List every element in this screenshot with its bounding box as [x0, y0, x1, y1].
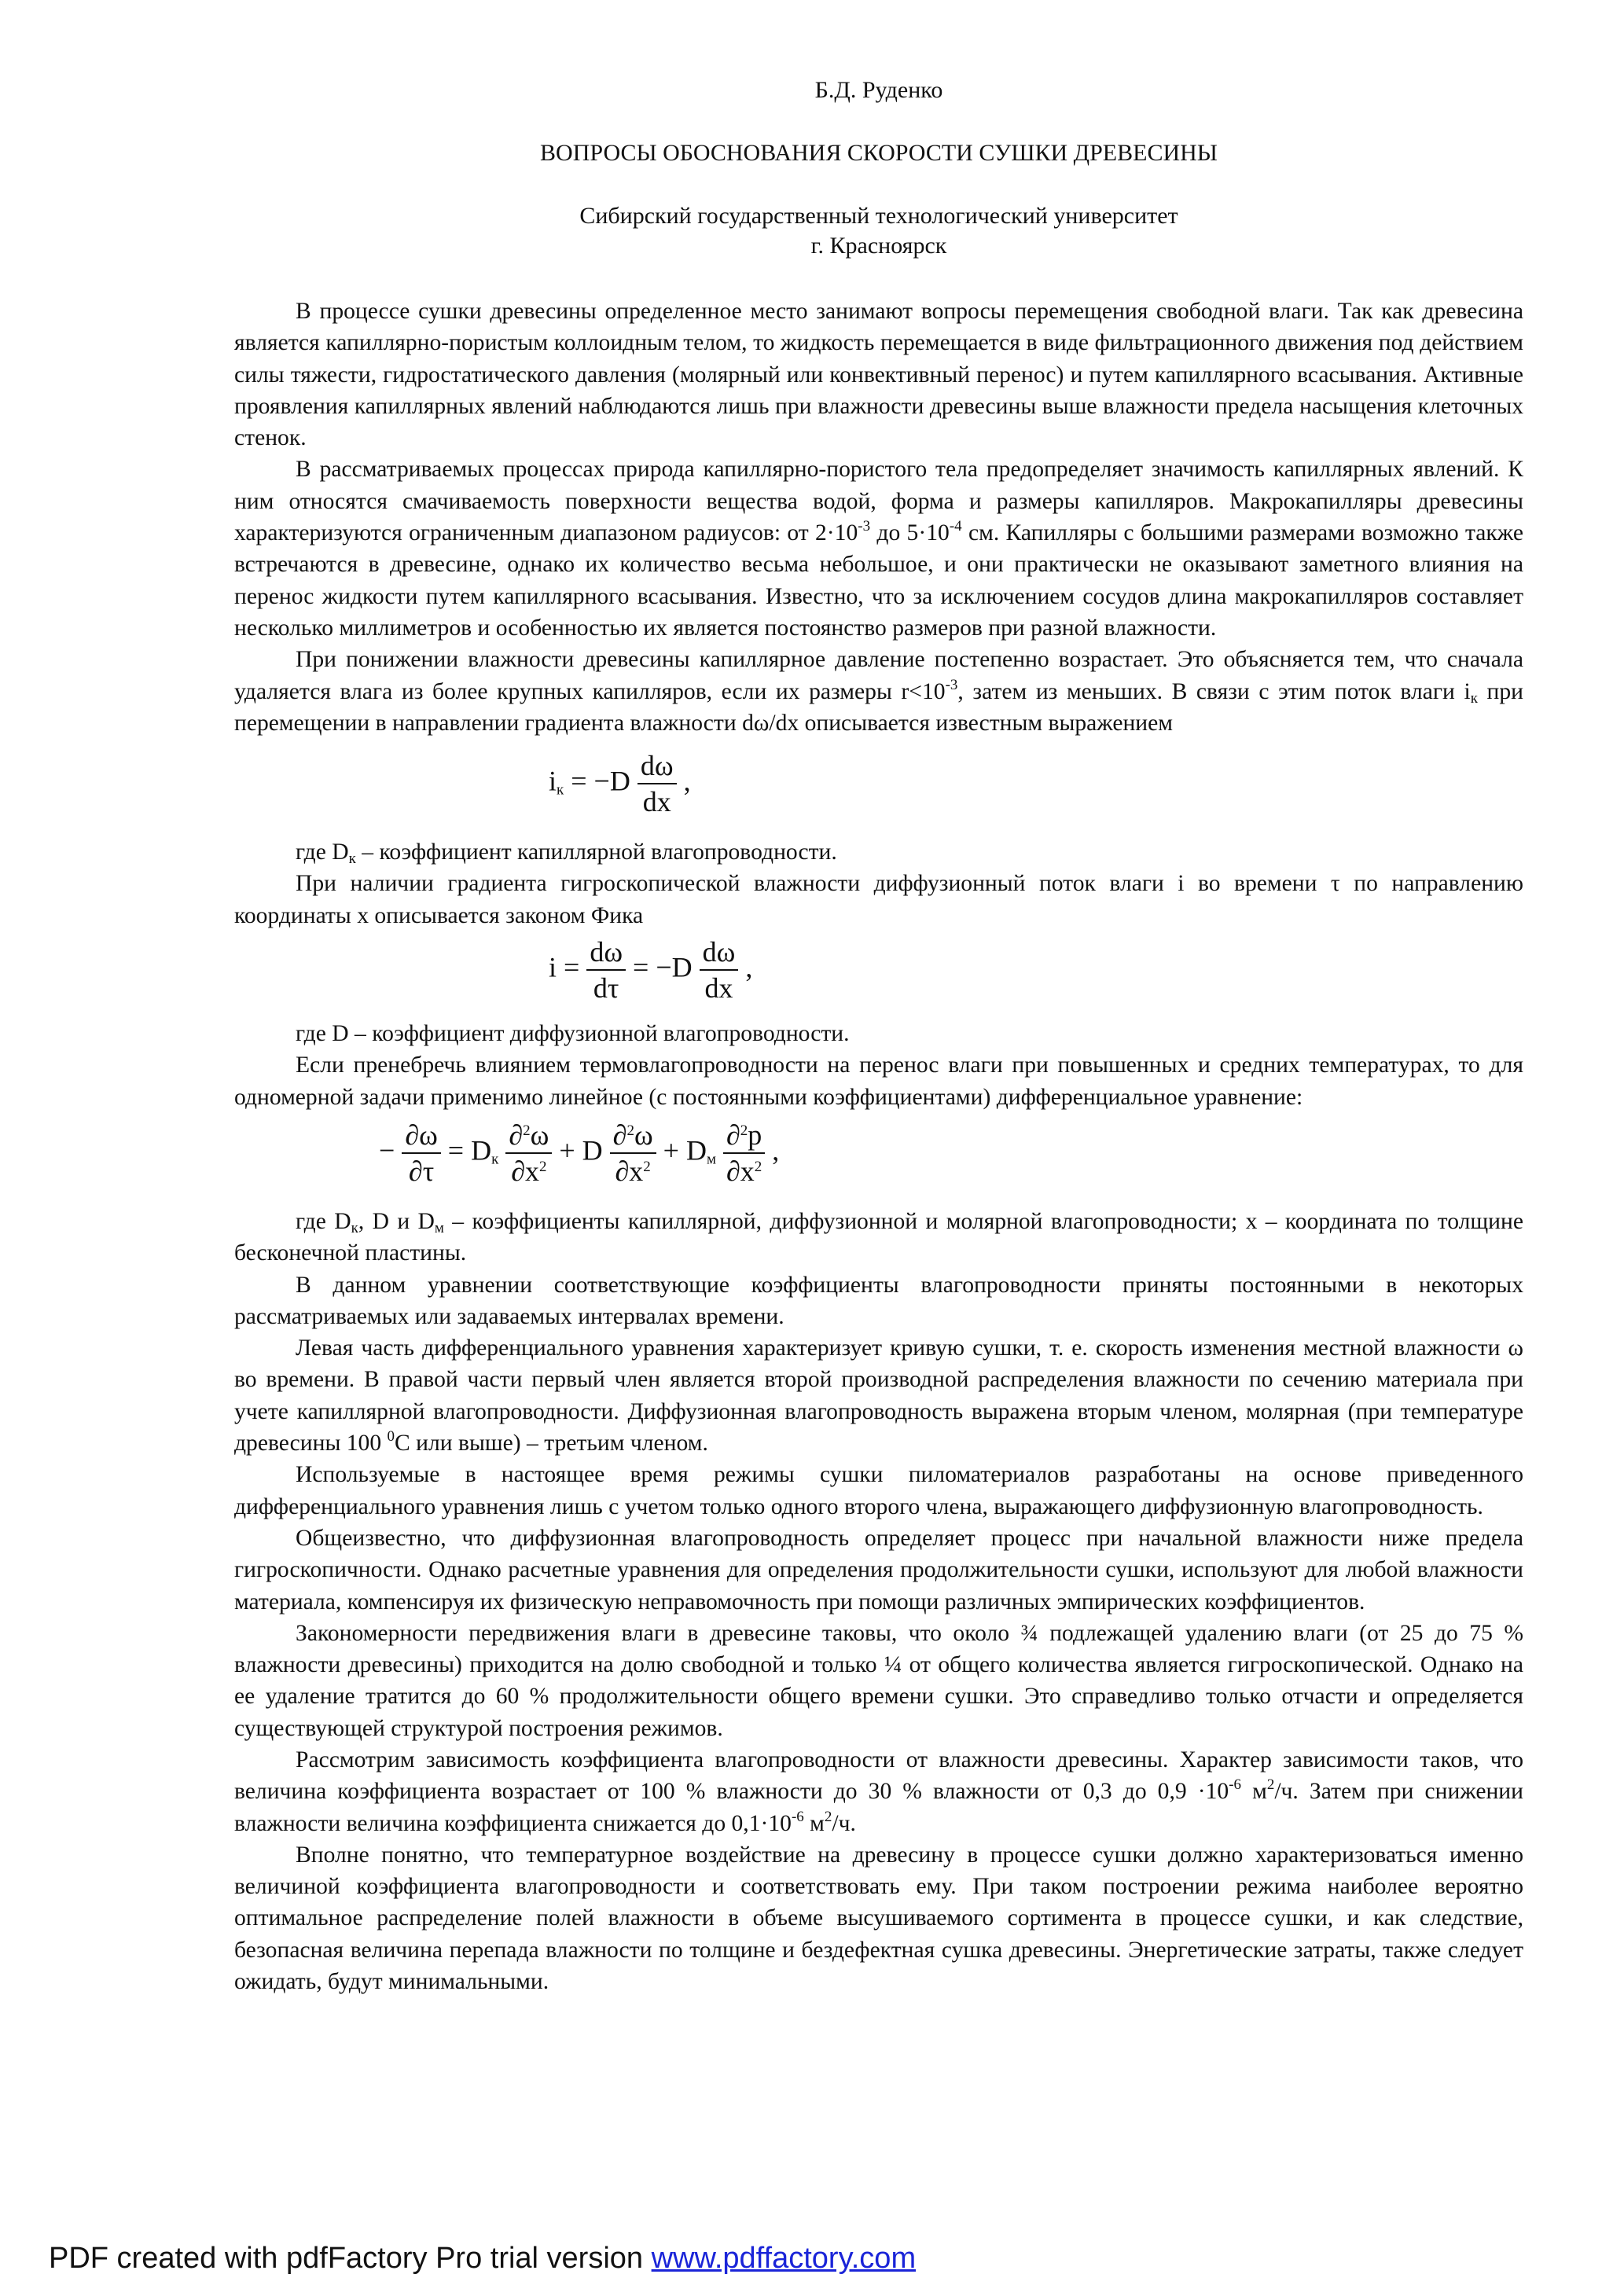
pdffactory-link[interactable]: www.pdffactory.com	[651, 2242, 917, 2275]
paragraph-13: Закономерности передвижения влаги в древесине таковы, что около ¾ подлежащей удалению влаги (от 25 до 75 % влажности древесины) приходится на долю свободной и только ¼ от общего количества является гигроскопической. Однако на ее удаление тратится до 60 % продолжительности общего времени сушки. Это справедливо только отчасти и определяется существующей структурой построения режимов.	[234, 1620, 1523, 1741]
formula-fick-law: i = $\frac{d\omega}{d\tau}$ = −D $\frac{d\omega}{dx}$ ,	[549, 936, 753, 1005]
paragraph-7: Если пренебречь влиянием термовлагопроводности на перенос влаги при повышенных и средних температурах, то для одномерной задачи применимо линейное (с постоянными коэффициентами) дифференциальное уравнение:	[234, 1052, 1523, 1110]
article-body	[234, 296, 1523, 1997]
university-name: Сибирский государственный технологический университет	[579, 203, 1178, 229]
author-name: Б.Д. Руденко	[814, 77, 943, 103]
paragraph-6: где D – коэффициент диффузионной влагопроводности.	[296, 1021, 850, 1047]
fraction-domega-dx-2: $\frac{d\omega}{dx}$	[700, 935, 739, 1005]
fraction-term-2: $\frac{\partial^2\omega}{\partial x^2}$	[610, 1118, 656, 1188]
city-name: г. Красноярск	[810, 233, 947, 259]
paragraph-14: Рассмотрим зависимость коэффициента влагопроводности от влажности древесины. Характер зависимости таков, что величина коэффициента возрастает от 100 % влажности до 30 % влажности от 0,3 до $0,9 \cdot 10^{-6}$ $м^2/ч$. Затем при снижении влажности величина коэффициента снижается до $0,1\cdot 10^{-6}$ $м^2/ч$.	[234, 1747, 1523, 1836]
paragraph-1: В процессе сушки древесины определенное место занимают вопросы перемещения свободной влаги. Так как древесина является капиллярно-пористым коллоидным телом, то жидкость перемещается в виде фильтрационного движения под действием силы тяжести, гидростатического давления (молярный или конвективный перенос) и путем капиллярного всасывания. Активные проявления капиллярных явлений наблюдаются лишь при влажности древесины выше влажности предела насыщения клеточных стенок.	[234, 299, 1523, 451]
formula-differential-equation: − $\frac{\partial\omega}{\partial\tau}$ = $D_к$ $\frac{\partial^2\omega}{\partial x^2}$ + D $\frac{\partial^2\omega}{\partial x^2}$ + $D_м$ $\frac{\partial^2p}{\partial x^2}$ ,	[379, 1119, 780, 1187]
fraction-term-1: $\frac{\partial^2\omega}{\partial x^2}$	[505, 1118, 552, 1188]
paragraph-5: При наличии градиента гигроскопической влажности диффузионный поток влаги i во времени τ по направлению координаты x описывается законом Фика	[234, 871, 1523, 928]
paragraph-3: При понижении влажности древесины капиллярное давление постепенно возрастает. Это объясняется тем, что сначала удаляется влага из более крупных капилляров, если их размеры $r<10^{-3}$, затем из меньших. В связи с этим поток влаги $i_к$ при перемещении в направлении градиента влажности dω/dx описывается известным выражением	[234, 647, 1523, 736]
formula-capillary-flow: $i_к = -D$ $\frac{d\omega}{dx}$ ,	[549, 750, 691, 818]
fraction-left: $\frac{\partial\omega}{\partial\tau}$	[402, 1118, 440, 1188]
fraction-domega-dtau: $\frac{d\omega}{d\tau}$	[586, 935, 626, 1005]
paragraph-8: где $D_к$, D и $D_м$ – коэффициенты капиллярной, диффузионной и молярной влагопроводности; x – координата по толщине бесконечной пластины.	[234, 1208, 1523, 1266]
paragraph-11: Используемые в настоящее время режимы сушки пиломатериалов разработаны на основе приведенного дифференциального уравнения лишь с учетом только одного второго члена, выражающего диффузионную влагопроводность.	[234, 1462, 1523, 1519]
footer-text: PDF created with pdfFactory Pro trial version	[49, 2242, 652, 2275]
fraction-domega-dx: $\frac{d\omega}{dx}$	[637, 748, 677, 819]
paragraph-4: где $D_к$ – коэффициент капиллярной влагопроводности.	[296, 839, 837, 868]
paragraph-15: Вполне понятно, что температурное воздействие на древесину в процессе сушки должно характеризоваться именно величиной коэффициента влагопроводности и соответствовать ему. При таком построении режима наиболее вероятно оптимальное распределение полей влажности в объеме высушиваемого сортимента в процессе сушки, и как следствие, безопасная величина перепада влажности по толщине и бездефектная сушка древесины. Энергетические затраты, также следует ожидать, будут минимальными.	[234, 1842, 1523, 1995]
paper-title: ВОПРОСЫ ОБОСНОВАНИЯ СКОРОСТИ СУШКИ ДРЕВЕСИНЫ	[540, 140, 1218, 166]
paragraph-9: В данном уравнении соответствующие коэффициенты влагопроводности приняты постоянными в некоторых рассматриваемых или задаваемых интервалах времени.	[234, 1272, 1523, 1329]
paragraph-12: Общеизвестно, что диффузионная влагопроводность определяет процесс при начальной влажности ниже предела гигроскопичности. Однако расчетные уравнения для определения продолжительности сушки, используют для любой влажности материала, компенсируя их физическую неправомочность при помощи различных эмпирических коэффициентов.	[234, 1525, 1523, 1615]
pdf-watermark-footer	[49, 2242, 916, 2276]
paragraph-2: В рассматриваемых процессах природа капиллярно-пористого тела предопределяет значимость капиллярных явлений. К ним относятся смачиваемость поверхности вещества водой, форма и размеры капилляров. Макрокапилляры древесины характеризуются ограниченным диапазоном радиусов: от $2\cdot 10^{-3}$ до $5\cdot 10^{-4}$ см. Капилляры с большими размерами возможно также встречаются в древесине, однако их количество весьма небольшое, и они практически не оказывают заметного влияния на перенос жидкости путем капиллярного всасывания. Известно, что за исключением сосудов длина макрокапилляров составляет несколько миллиметров и особенностью их является постоянство размеров при разной влажности.	[234, 457, 1523, 641]
affiliation	[234, 201, 1523, 261]
paragraph-10: Левая часть дифференциального уравнения характеризует кривую сушки, т. е. скорость изменения местной влажности ω во времени. В правой части первый член является второй производной распределения влажности по сечению материала при учете капиллярной влагопроводности. Диффузионная влагопроводность выражена вторым членом, молярная (при температуре древесины 100 $^0$С или выше) – третьим членом.	[234, 1335, 1523, 1457]
fraction-term-3: $\frac{\partial^2p}{\partial x^2}$	[723, 1118, 765, 1188]
